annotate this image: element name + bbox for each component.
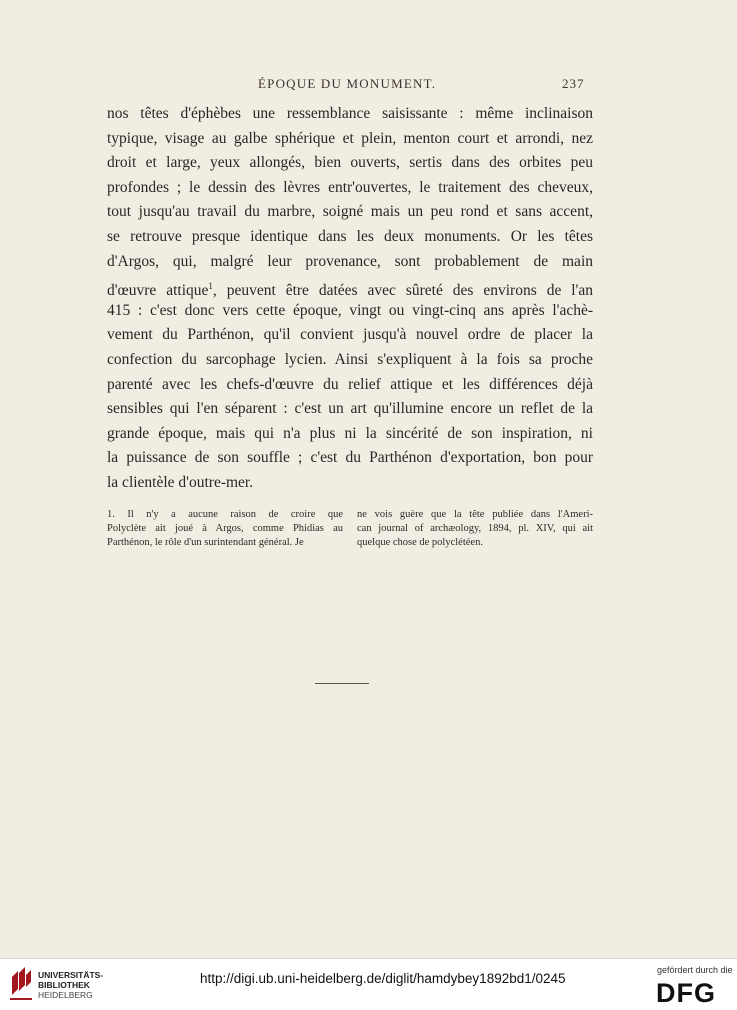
- body-line: se retrouve presque identique dans les deux monuments. Or les têtes: [107, 227, 593, 245]
- dfg-logo-text: DFG: [656, 979, 716, 1005]
- footnote-left-column: [107, 508, 343, 551]
- footnote-right-column: [357, 508, 593, 551]
- body-line: vement du Parthénon, qu'il convient jusqu'à nouvel ordre de placer la: [107, 326, 593, 344]
- body-line: d'Argos, qui, malgré leur provenance, sont probablement de main: [107, 252, 593, 270]
- dfg-logo-icon: [656, 979, 728, 1005]
- body-line: sensibles qui l'en séparent : c'est un art qu'illumine encore un reflet de la: [107, 400, 593, 418]
- library-name-line1: UNIVERSITÄTS-: [38, 970, 104, 980]
- footnote-line: Polyclète ait joué à Argos, comme Phidias au: [107, 523, 343, 535]
- running-head-title: ÉPOQUE DU MONUMENT.: [258, 76, 437, 91]
- body-line: la puissance de son souffle ; c'est du Parthénon d'exportation, bon pour: [107, 449, 593, 467]
- footnote-line: quelque chose de polyclétéen.: [357, 537, 483, 549]
- permalink-url[interactable]: http://digi.ub.uni-heidelberg.de/diglit/hamdybey1892bd1/0245: [200, 971, 566, 986]
- body-line: typique, visage au galbe sphérique et plein, menton court et arrondi, nez: [107, 129, 593, 147]
- footnote-line: Parthénon, le rôle d'un surintendant général. Je: [107, 537, 304, 549]
- end-rule: [315, 683, 369, 684]
- body-line: confection du sarcophage lycien. Ainsi s'expliquent à la fois sa proche: [107, 350, 593, 368]
- body-text: [107, 102, 593, 496]
- body-line: grande époque, mais qui n'a plus ni la sincérité de son inspiration, ni: [107, 424, 593, 442]
- body-line: nos têtes d'éphèbes une ressemblance saisissante : même inclinaison: [107, 105, 593, 122]
- funding-caption: gefördert durch die: [657, 965, 733, 975]
- viewer-footer: [0, 958, 737, 1010]
- footnote-marker[interactable]: 1: [208, 281, 213, 292]
- body-line: parenté avec les chefs-d'œuvre du relief attique et les différences déjà: [107, 375, 593, 393]
- body-line: tout jusqu'au travail du marbre, soigné mais un peu rond et sans accent,: [107, 203, 593, 221]
- body-line: 415 : c'est donc vers cette époque, vingt ou vingt-cinq ans après l'achè-: [107, 301, 593, 319]
- university-library-logo-icon: [8, 965, 34, 1003]
- footnote-line: ne vois guère que la tête publiée dans l'Ameri-: [357, 509, 593, 520]
- footnote-line: can journal of archæology, 1894, pl. XIV, qui ait: [357, 523, 593, 535]
- library-name-line3: HEIDELBERG: [38, 990, 93, 1000]
- page-number: 237: [562, 76, 585, 91]
- body-line: d'œuvre attique$^1$, peuvent être datées avec sûreté des environs de l'an: [107, 281, 593, 300]
- running-head: [0, 76, 737, 96]
- body-line: droit et large, yeux allongés, bien ouverts, sertis dans des orbites peu: [107, 154, 593, 172]
- body-line: profondes ; le dessin des lèvres entr'ouvertes, le traitement des cheveux,: [107, 178, 593, 196]
- footnote-line: 1. Il n'y a aucune raison de croire que: [107, 509, 343, 520]
- library-name-line2: BIBLIOTHEK: [38, 980, 90, 990]
- library-name: [38, 970, 103, 1000]
- body-line: la clientèle d'outre-mer.: [107, 473, 254, 491]
